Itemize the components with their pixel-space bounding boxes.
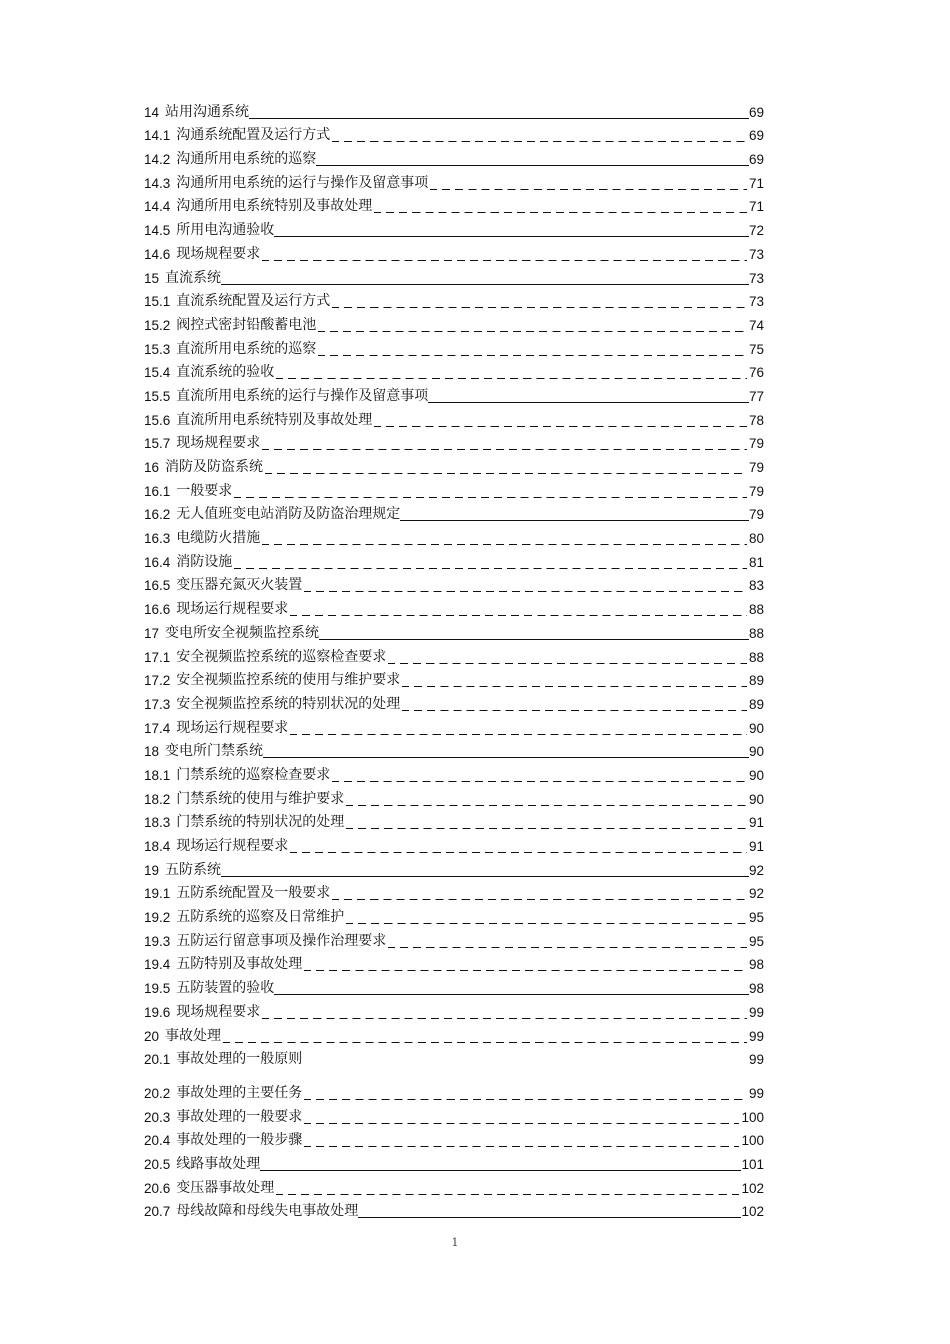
toc-entry-page: 99 bbox=[748, 1052, 764, 1068]
toc-entry[interactable] bbox=[144, 950, 764, 974]
toc-entry-page: 69 bbox=[748, 128, 764, 144]
toc-entry-page: 99 bbox=[748, 1028, 764, 1044]
toc-entry-number: 16.1 bbox=[144, 483, 171, 499]
toc-entry-number: 14 bbox=[144, 104, 160, 120]
toc-entry-number: 17.2 bbox=[144, 673, 171, 689]
toc-entry-page: 99 bbox=[748, 1085, 764, 1101]
toc-entry[interactable] bbox=[144, 1197, 764, 1221]
toc-entry-title: 安全视频监控系统的巡察检查要求 bbox=[176, 648, 387, 665]
toc-entry-page: 73 bbox=[748, 294, 764, 310]
toc-entry-page: 91 bbox=[748, 815, 764, 831]
toc-entry-page: 89 bbox=[748, 673, 764, 689]
toc-entry-page: 90 bbox=[748, 744, 764, 760]
toc-entry-page: 73 bbox=[748, 270, 764, 286]
toc-entry-page: 95 bbox=[748, 910, 764, 926]
toc-entry-page: 98 bbox=[748, 981, 764, 997]
toc-entry-number: 16.6 bbox=[144, 602, 171, 618]
toc-leader-line bbox=[304, 970, 747, 971]
toc-entry-number: 20.4 bbox=[144, 1133, 171, 1149]
toc-leader-line bbox=[262, 544, 747, 545]
toc-entry-number: 14.1 bbox=[144, 128, 171, 144]
toc-entry-page: 88 bbox=[748, 649, 764, 665]
toc-leader-line bbox=[346, 828, 747, 829]
toc-leader-line bbox=[332, 141, 747, 142]
toc-entry[interactable] bbox=[144, 879, 764, 903]
toc-entry[interactable] bbox=[144, 571, 764, 595]
toc-entry-page: 95 bbox=[748, 933, 764, 949]
toc-leader-line bbox=[290, 852, 747, 853]
toc-leader-line bbox=[402, 710, 747, 711]
toc-entry-number: 19.3 bbox=[144, 933, 171, 949]
toc-leader-line bbox=[319, 639, 749, 640]
toc-entry-title: 门禁系统的巡察检查要求 bbox=[176, 766, 331, 783]
toc-leader-line bbox=[388, 947, 747, 948]
toc-entry-page: 79 bbox=[748, 507, 764, 523]
toc-entry-page: 88 bbox=[748, 602, 764, 618]
toc-entry-title: 现场运行规程要求 bbox=[176, 719, 289, 736]
toc-entry-page: 81 bbox=[748, 554, 764, 570]
toc-entry-title: 变电所门禁系统 bbox=[165, 743, 264, 760]
toc-entry-number: 16.5 bbox=[144, 578, 171, 594]
toc-leader-line bbox=[304, 1123, 739, 1124]
toc-entry-number: 14.2 bbox=[144, 152, 171, 168]
toc-entry-page: 74 bbox=[748, 317, 764, 333]
toc-leader-line bbox=[358, 1217, 741, 1218]
toc-leader-line bbox=[346, 923, 747, 924]
toc-entry[interactable] bbox=[144, 310, 764, 334]
toc-entry-page: 69 bbox=[748, 152, 764, 168]
toc-entry[interactable] bbox=[144, 476, 764, 500]
toc-entry-page: 102 bbox=[741, 1180, 764, 1196]
toc-entry-title: 事故处理的一般要求 bbox=[176, 1108, 303, 1125]
toc-entry-page: 98 bbox=[748, 957, 764, 973]
toc-entry-title: 消防及防盗系统 bbox=[165, 459, 264, 475]
toc-leader-line bbox=[274, 994, 749, 995]
toc-entry-number: 15.7 bbox=[144, 436, 171, 452]
toc-entry[interactable] bbox=[144, 1045, 764, 1069]
toc-entry[interactable] bbox=[144, 666, 764, 690]
toc-entry-page: 100 bbox=[741, 1133, 764, 1149]
toc-entry-title: 变压器事故处理 bbox=[176, 1179, 275, 1196]
toc-entry-page: 71 bbox=[748, 175, 764, 191]
toc-entry-title: 所用电沟通验收 bbox=[176, 222, 275, 239]
toc-entry-page: 78 bbox=[748, 412, 764, 428]
toc-entry-title: 五防装置的验收 bbox=[176, 980, 275, 997]
toc-leader-line bbox=[234, 497, 747, 498]
toc-entry-title: 事故处理 bbox=[165, 1027, 222, 1044]
toc-entry[interactable] bbox=[144, 618, 764, 642]
toc-entry-page: 92 bbox=[748, 886, 764, 902]
toc-leader-line bbox=[332, 781, 747, 782]
toc-entry-title: 事故处理的一般步骤 bbox=[176, 1132, 303, 1149]
toc-leader-line bbox=[374, 212, 747, 213]
toc-entry-number: 16.4 bbox=[144, 554, 171, 570]
toc-entry-number: 18.2 bbox=[144, 791, 171, 807]
toc-entry[interactable] bbox=[144, 737, 764, 761]
toc-entry[interactable] bbox=[144, 855, 764, 879]
toc-entry[interactable] bbox=[144, 239, 764, 263]
toc-leader-line bbox=[249, 118, 749, 119]
toc-leader-line bbox=[318, 331, 747, 332]
toc-entry[interactable] bbox=[144, 784, 764, 808]
toc-entry-title: 直流所用电系统特别及事故处理 bbox=[176, 411, 373, 428]
toc-entry-number: 17.1 bbox=[144, 649, 171, 665]
toc-entry-page: 102 bbox=[741, 1204, 764, 1220]
toc-entry[interactable] bbox=[144, 97, 764, 121]
toc-entry-number: 17.4 bbox=[144, 720, 171, 736]
toc-entry-number: 19.4 bbox=[144, 957, 171, 973]
toc-entry-title: 直流系统配置及运行方式 bbox=[176, 293, 331, 310]
toc-entry-page: 71 bbox=[748, 199, 764, 215]
toc-leader-line bbox=[290, 615, 747, 616]
toc-leader-line bbox=[262, 260, 747, 261]
toc-entry-title: 阀控式密封铅酸蓄电池 bbox=[176, 316, 317, 333]
toc-leader-line bbox=[430, 189, 747, 190]
toc-entry-title: 线路事故处理 bbox=[176, 1155, 261, 1172]
toc-leader-line bbox=[304, 1146, 739, 1147]
toc-entry-title: 现场规程要求 bbox=[176, 435, 261, 452]
toc-entry-title: 现场运行规程要求 bbox=[176, 601, 289, 618]
toc-entry-page: 76 bbox=[748, 365, 764, 381]
toc-entry-title: 现场规程要求 bbox=[176, 245, 261, 262]
toc-entry-number: 14.4 bbox=[144, 199, 171, 215]
toc-entry[interactable] bbox=[144, 1078, 764, 1102]
toc-entry-page: 69 bbox=[748, 104, 764, 120]
toc-entry-title: 现场规程要求 bbox=[176, 1003, 261, 1020]
toc-entry[interactable] bbox=[144, 287, 764, 311]
toc-entry-page: 89 bbox=[748, 696, 764, 712]
toc-entry-title: 站用沟通系统 bbox=[165, 103, 250, 120]
toc-entry-page: 88 bbox=[748, 625, 764, 641]
toc-entry-title: 直流系统 bbox=[165, 269, 222, 286]
toc-entry-title: 直流所用电系统的运行与操作及留意事项 bbox=[176, 387, 429, 404]
toc-entry[interactable] bbox=[144, 642, 764, 666]
toc-leader-line bbox=[221, 876, 749, 877]
toc-entry-number: 15.1 bbox=[144, 294, 171, 310]
toc-entry-page: 100 bbox=[741, 1109, 764, 1125]
toc-entry-title: 五防系统配置及一般要求 bbox=[176, 885, 331, 902]
toc-entry-title: 五防系统的巡察及日常维护 bbox=[176, 909, 345, 926]
toc-entry-number: 15.6 bbox=[144, 412, 171, 428]
toc-entry[interactable] bbox=[144, 144, 764, 168]
toc-entry[interactable] bbox=[144, 429, 764, 453]
toc-entry-page: 90 bbox=[748, 767, 764, 783]
toc-entry[interactable] bbox=[144, 973, 764, 997]
toc-entry-title: 沟通所用电系统的巡察 bbox=[176, 151, 317, 168]
toc-leader-line bbox=[263, 757, 749, 758]
toc-leader-line bbox=[276, 1194, 739, 1195]
toc-entry[interactable] bbox=[144, 358, 764, 382]
toc-entry-title: 母线故障和母线失电事故处理 bbox=[176, 1203, 359, 1220]
toc-entry[interactable] bbox=[144, 263, 764, 287]
toc-entry-number: 19 bbox=[144, 862, 160, 878]
toc-entry-page: 91 bbox=[748, 839, 764, 854]
toc-entry-title: 五防特别及事故处理 bbox=[176, 956, 303, 973]
toc-leader-line bbox=[316, 165, 749, 166]
toc-entry[interactable] bbox=[144, 1126, 764, 1150]
toc-entry-title: 事故处理的主要任务 bbox=[176, 1084, 303, 1101]
toc-entry-number: 20.6 bbox=[144, 1180, 171, 1196]
toc-entry[interactable] bbox=[144, 926, 764, 950]
toc-entry-number: 19.5 bbox=[144, 981, 171, 997]
toc-leader-line bbox=[304, 591, 747, 592]
toc-leader-line bbox=[428, 402, 749, 403]
toc-entry-number: 15.5 bbox=[144, 388, 171, 404]
toc-entry-number: 20.3 bbox=[144, 1109, 171, 1125]
toc-entry[interactable] bbox=[144, 689, 764, 713]
toc-entry-number: 14.5 bbox=[144, 223, 171, 239]
toc-entry-page: 92 bbox=[748, 862, 764, 878]
toc-entry-title: 无人值班变电站消防及防盗治理规定 bbox=[176, 506, 401, 523]
toc-entry-page: 99 bbox=[748, 1004, 764, 1020]
toc-entry[interactable] bbox=[144, 381, 764, 405]
toc-entry-title: 门禁系统的使用与维护要求 bbox=[176, 790, 345, 807]
toc-entry-number: 17 bbox=[144, 625, 160, 641]
toc-entry-title: 直流所用电系统的巡察 bbox=[176, 340, 317, 357]
toc-entry-number: 15.4 bbox=[144, 365, 171, 381]
toc-entry-number: 16.2 bbox=[144, 507, 171, 523]
toc-entry-page: 73 bbox=[748, 246, 764, 262]
toc-leader-line bbox=[260, 1170, 741, 1171]
toc-entry-number: 15.3 bbox=[144, 341, 171, 357]
toc-entry-page: 79 bbox=[748, 460, 764, 475]
toc-leader-line bbox=[388, 663, 747, 664]
toc-entry[interactable] bbox=[144, 334, 764, 358]
toc-leader-line bbox=[290, 734, 747, 735]
toc-entry-page: 79 bbox=[748, 483, 764, 499]
toc-entry-title: 安全视频监控系统的特别状况的处理 bbox=[176, 695, 401, 712]
toc-leader-line bbox=[262, 449, 747, 450]
toc-entry[interactable] bbox=[144, 452, 764, 476]
toc-entry-number: 18.1 bbox=[144, 767, 171, 783]
toc-leader-line bbox=[332, 899, 747, 900]
toc-leader-line bbox=[400, 520, 749, 521]
toc-entry-number: 17.3 bbox=[144, 696, 171, 712]
toc-entry-title: 沟通所用电系统的运行与操作及留意事项 bbox=[176, 174, 429, 191]
toc-entry[interactable] bbox=[144, 997, 764, 1021]
toc-entry-page: 80 bbox=[748, 531, 764, 547]
toc-leader-line bbox=[265, 473, 747, 474]
toc-leader-line bbox=[402, 686, 747, 687]
toc-leader-line bbox=[262, 1018, 747, 1019]
toc-entry-title: 电缆防火措施 bbox=[176, 530, 261, 547]
toc-entry[interactable] bbox=[144, 713, 764, 737]
toc-entry-number: 15.2 bbox=[144, 317, 171, 333]
toc-entry-page: 77 bbox=[748, 388, 764, 404]
toc-entry-page: 83 bbox=[748, 578, 764, 594]
toc-entry[interactable] bbox=[144, 523, 764, 547]
toc-leader-line bbox=[223, 1042, 747, 1043]
toc-entry-number: 19.6 bbox=[144, 1004, 171, 1020]
toc-entry-title: 门禁系统的特别状况的处理 bbox=[176, 814, 345, 831]
toc-entry-number: 20.5 bbox=[144, 1156, 171, 1172]
toc-entry-page: 101 bbox=[741, 1156, 764, 1172]
toc-entry-title: 五防运行留意事项及操作治理要求 bbox=[176, 932, 387, 949]
toc-entry[interactable] bbox=[144, 594, 764, 618]
toc-entry-page: 90 bbox=[748, 720, 764, 736]
toc-entry[interactable] bbox=[144, 547, 764, 571]
toc-entry-title: 现场运行规程要求 bbox=[176, 838, 289, 854]
toc-entry-number: 20.7 bbox=[144, 1204, 171, 1220]
toc-leader-line bbox=[276, 378, 747, 379]
toc-leader-line bbox=[234, 568, 747, 569]
toc-entry[interactable] bbox=[144, 831, 764, 855]
toc-entry-title: 安全视频监控系统的使用与维护要求 bbox=[176, 672, 401, 689]
toc-entry-title: 直流系统的验收 bbox=[176, 364, 275, 381]
toc-entry-number: 20.1 bbox=[144, 1052, 171, 1068]
toc-entry[interactable] bbox=[144, 1149, 764, 1173]
toc-entry-number: 18.3 bbox=[144, 815, 171, 831]
toc-entry-page: 72 bbox=[748, 223, 764, 239]
toc-leader-line bbox=[304, 1099, 747, 1100]
page-number: 1 bbox=[451, 1236, 459, 1249]
toc-entry[interactable] bbox=[144, 500, 764, 524]
toc-entry-number: 15 bbox=[144, 270, 160, 286]
toc-entry[interactable] bbox=[144, 1021, 764, 1045]
table-of-contents bbox=[144, 97, 764, 1220]
toc-entry[interactable] bbox=[144, 168, 764, 192]
toc-entry[interactable] bbox=[144, 902, 764, 926]
toc-entry-page: 75 bbox=[748, 341, 764, 357]
toc-entry-number: 20.2 bbox=[144, 1085, 171, 1101]
toc-entry-number: 18.4 bbox=[144, 839, 171, 854]
toc-entry-title: 变电所安全视频监控系统 bbox=[165, 624, 320, 641]
toc-leader-line bbox=[374, 426, 747, 427]
toc-leader-line bbox=[318, 355, 747, 356]
toc-entry-page: 90 bbox=[748, 791, 764, 807]
toc-entry[interactable] bbox=[144, 192, 764, 216]
toc-entry-title: 消防设施 bbox=[176, 553, 233, 570]
toc-entry-title: 事故处理的一般原则 bbox=[176, 1051, 303, 1068]
toc-entry[interactable] bbox=[144, 1173, 764, 1197]
toc-entry-number: 20 bbox=[144, 1028, 160, 1044]
toc-entry-number: 18 bbox=[144, 744, 160, 760]
toc-entry-number: 14.6 bbox=[144, 246, 171, 262]
toc-entry-number: 19.1 bbox=[144, 886, 171, 902]
toc-entry-title: 沟通所用电系统特别及事故处理 bbox=[176, 198, 373, 215]
toc-leader-line bbox=[346, 805, 747, 806]
toc-entry-title: 变压器充氮灭火装置 bbox=[176, 577, 303, 594]
toc-entry-number: 16 bbox=[144, 460, 160, 475]
toc-entry-number: 16.3 bbox=[144, 531, 171, 547]
toc-leader-line bbox=[274, 236, 749, 237]
toc-entry-number: 14.3 bbox=[144, 175, 171, 191]
toc-entry[interactable] bbox=[144, 121, 764, 145]
toc-entry[interactable] bbox=[144, 808, 764, 832]
toc-entry[interactable] bbox=[144, 1102, 764, 1126]
toc-entry-page: 79 bbox=[748, 436, 764, 452]
toc-entry-title: 一般要求 bbox=[176, 482, 233, 499]
toc-entry-number: 19.2 bbox=[144, 910, 171, 926]
toc-entry-title: 五防系统 bbox=[165, 861, 222, 878]
toc-leader-line bbox=[221, 284, 749, 285]
toc-leader-line bbox=[332, 307, 747, 308]
toc-entry[interactable] bbox=[144, 215, 764, 239]
toc-entry[interactable] bbox=[144, 760, 764, 784]
toc-entry[interactable] bbox=[144, 405, 764, 429]
toc-entry-title: 沟通系统配置及运行方式 bbox=[176, 127, 331, 144]
